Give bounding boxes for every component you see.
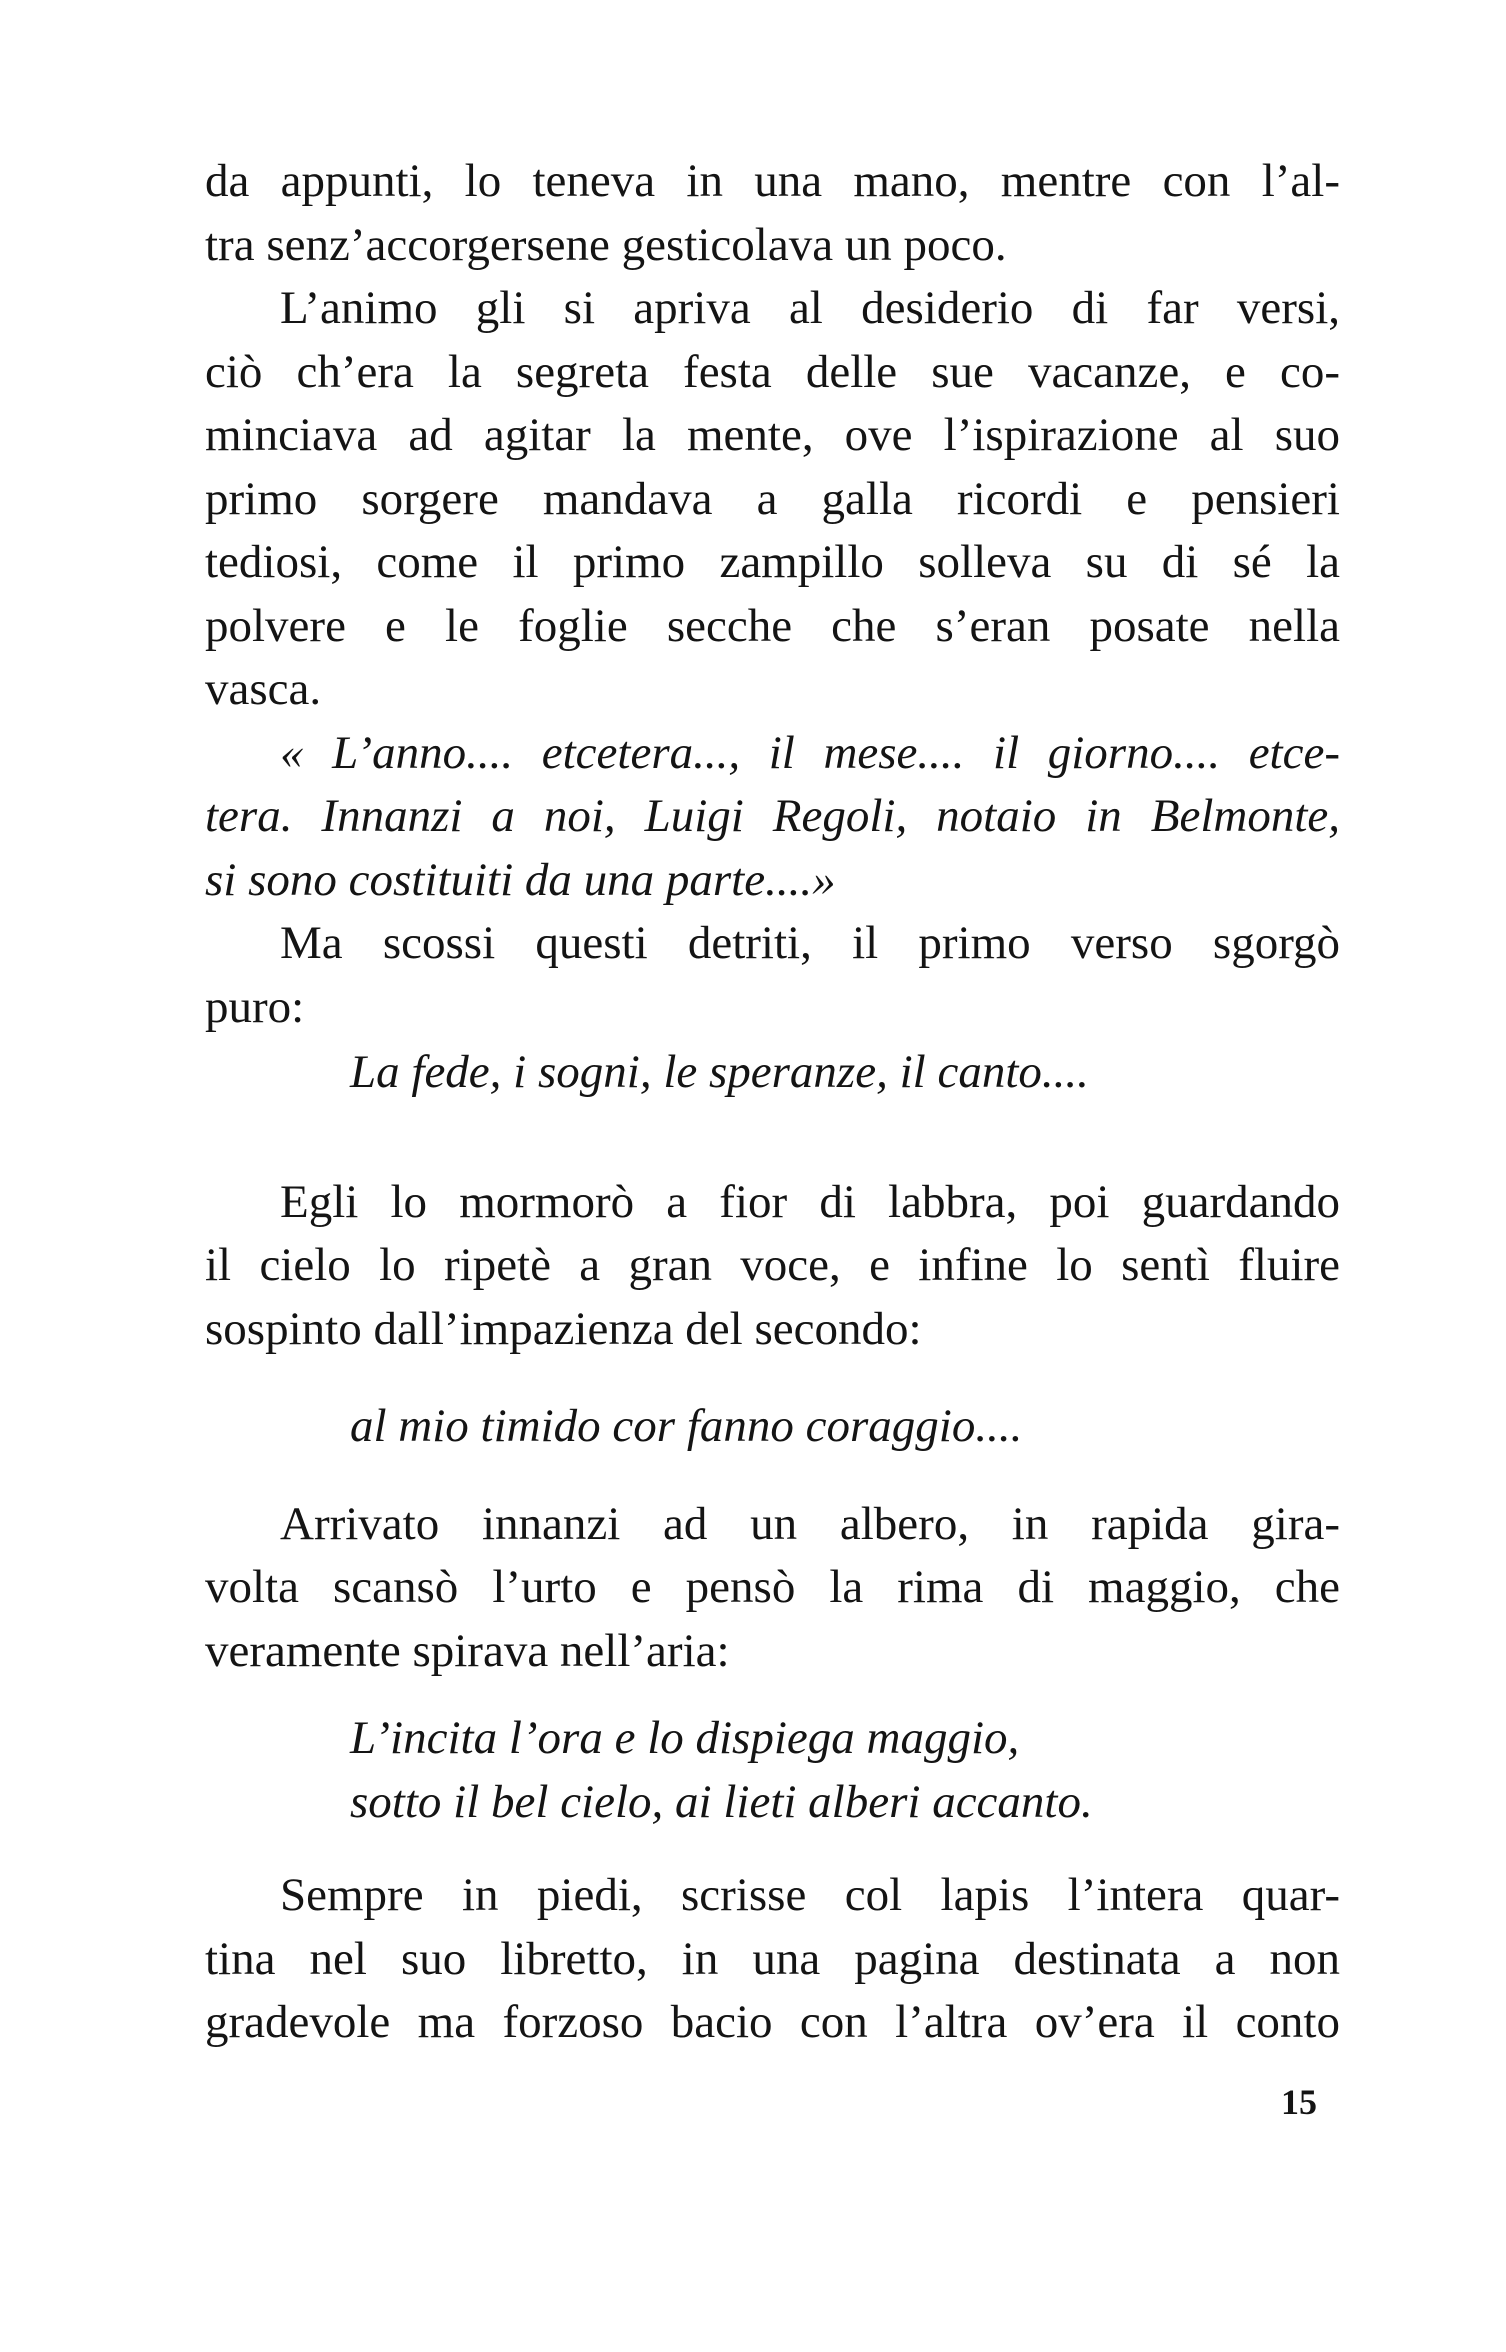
- text-line: tediosi, come il primo zampillo solleva su di sé la: [205, 536, 1340, 588]
- verse-line-1: La fede, i sogni, le speranze, il canto....: [350, 1046, 1089, 1098]
- paragraph-3-quote: [205, 722, 1340, 913]
- verse-line-4: sotto il bel cielo, ai lieti alberi accanto.: [350, 1775, 1093, 1828]
- text-line: Ma scossi questi detriti, il primo verso sgorgò: [280, 917, 1340, 969]
- paragraph-5: [205, 1171, 1340, 1362]
- paragraph-6: [205, 1493, 1340, 1684]
- text-line: tera. Innanzi a noi, Luigi Regoli, notaio in Belmonte,: [205, 790, 1340, 842]
- paragraph-1: [205, 150, 1340, 277]
- paragraph-4: [205, 912, 1340, 1039]
- verse-line-2: al mio timido cor fanno coraggio....: [350, 1400, 1023, 1452]
- verse-line-3: L’incita l’ora e lo dispiega maggio,: [350, 1712, 1020, 1764]
- page-number: 15: [1281, 2082, 1317, 2122]
- text-line: tra senz’accorgersene gesticolava un poco.: [205, 218, 1007, 271]
- text-line: Arrivato innanzi ad un albero, in rapida gira-: [280, 1497, 1340, 1550]
- text-line: tina nel suo libretto, in una pagina destinata a non: [205, 1932, 1340, 1985]
- text-line: « L’anno.... etcetera..., il mese.... il giorno.... etce-: [280, 726, 1340, 779]
- text-line: volta scansò l’urto e pensò la rima di maggio, che: [205, 1561, 1340, 1613]
- text-line: vasca.: [205, 663, 322, 715]
- text-line: puro:: [205, 980, 305, 1033]
- text-line: gradevole ma forzoso bacio con l’altra ov’era il conto: [205, 1996, 1340, 2048]
- text-line: veramente spirava nell’aria:: [205, 1624, 730, 1677]
- text-line: polvere e le foglie secche che s’eran posate nella: [205, 599, 1340, 652]
- verse-stanza: [205, 1707, 1340, 1834]
- paragraph-2: [205, 277, 1340, 722]
- text-line: L’animo gli si apriva al desiderio di far versi,: [280, 282, 1340, 334]
- text-line: si sono costituiti da una parte....»: [205, 853, 836, 906]
- text-line: il cielo lo ripetè a gran voce, e infine lo sentì fluire: [205, 1239, 1340, 1291]
- text-line: da appunti, lo teneva in una mano, mentre con l’al-: [205, 155, 1340, 207]
- book-page-text: [205, 150, 1340, 2055]
- text-line: ciò ch’era la segreta festa delle sue vacanze, e co-: [205, 345, 1340, 398]
- text-line: minciava ad agitar la mente, ove l’ispirazione al suo: [205, 409, 1340, 461]
- text-line: sospinto dall’impazienza del secondo:: [205, 1302, 922, 1355]
- text-line: primo sorgere mandava a galla ricordi e pensieri: [205, 472, 1340, 525]
- text-line: Egli lo mormorò a fior di labbra, poi guardando: [280, 1175, 1340, 1228]
- text-line: Sempre in piedi, scrisse col lapis l’intera quar-: [280, 1869, 1340, 1921]
- paragraph-7: [205, 1864, 1340, 2055]
